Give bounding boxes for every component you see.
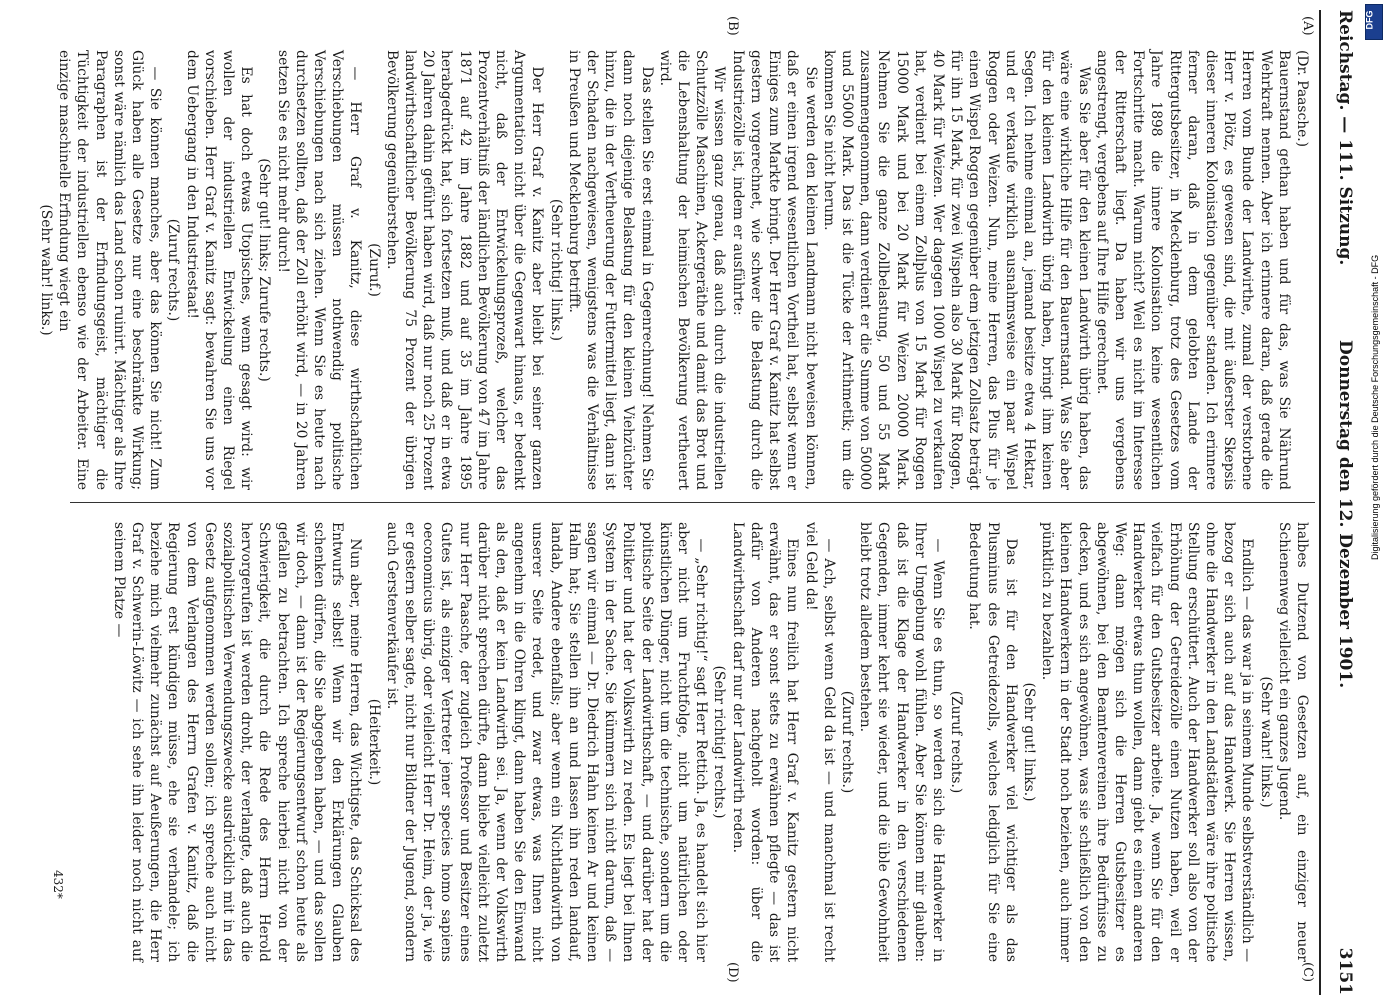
interjection: (Sehr richtig! rechts.): [711, 665, 728, 819]
interjection: (Sehr gut! links; Zurufe rechts.): [256, 158, 273, 382]
margin-mark-c: (C): [1300, 962, 1315, 983]
paragraph: Nun aber, meine Herren, das Wichtigste, das Schicksal des Entwurfs selbst! Wenn wir den Erklärungen Glauben schenken dürfen, die Sie abgegeben haben, — und das sollen wir doch, — dann ist der Regierungsentwurf schon heute als gefallen zu betrachten. Ich spreche hierbei nicht von der Schwierigkeit, die durch die Rede des Herrn Herold hervorgerufen ist werden droht, der verlangte, daß auch die sozialpolitischen Verwendungszwecke ausdrücklich mit in das Gesetz aufgenommen werden sollen; ich spreche auch nicht von dem Verlangen des Herrn Grafen v. Kanitz, daß die Regierung erst kündigen müsse, ehe sie verhandele; ich beziehe mich vielmehr zunächst auf Aeußerungen, die Herr Graf v. Schwerin-Löwitz — ich sehe ihn leider noch nicht auf seinem Platze —: [110, 522, 364, 962]
margin-mark-a: (A): [1300, 16, 1315, 36]
paragraph: Es hat doch etwas Utopisches, wenn gesagt wird: wir wollen der industriellen Entwickelung einen Riegel vorschieben. Herr Graf v. Kanitz sagt: bewahren Sie uns vor dem Uebergang in den Industriestaat!: [183, 50, 255, 490]
interjection: (Zuruf.): [365, 243, 382, 297]
paragraph: Sie werden den kleinen Landmann nicht beweisen können, daß er einen irgend wesentlichen Vortheil hat, selbst wenn er Einiges zum Markte bringt. Der Herr Graf v. Kanitz hat selbst gestern vorgerechnet, wie schwer die Belastung durch die Industriezölle ist, indem er ausführte:: [729, 50, 819, 490]
dfg-logo: [1365, 4, 1383, 40]
column-divider: [70, 502, 1315, 503]
speaker-prefix: (Dr. Paasche.): [1294, 50, 1310, 148]
paragraph: Das ist für den Handwerker viel wichtiger als das Plusminus des Getreidezolls, welches lediglich für Sie eine Bedeutung hat.: [966, 522, 1019, 962]
paragraph: Bauernstand gethan haben und für das, was Sie Nährund Wehrkraft nennen. Aber ich erinnere daran, daß gerade die Herren vom Bunde der Landwirthe, zumal der verstorbene Herr v. Plötz, es gewesen sind, die mit äußerster Skepsis dieser inneren Kolonisation gegenüber standen. Ich erinnere ferner daran, daß in dem gelobten Lande der Rittergutsbesitzer, in Mecklenburg, trotz des Gesetzes vom Jahre 1898 die innere Kolonisation keine wesentlichen Fortschritte macht. Warum nicht? Weil es nicht im Interesse der Ritterschaft liegt. Da haben wir uns vergebens angestrengt, vergebens auf Ihre Hilfe gerechnet.: [1093, 50, 1292, 490]
rotated-newspaper-page: [37, 10, 1355, 995]
interjection: (Heiterkeit.): [365, 698, 382, 786]
dfg-logo-text: DFG: [1364, 10, 1375, 30]
interjection: (Sehr richtig! links.): [547, 198, 564, 342]
left-column: [37, 50, 1311, 490]
interjection: (Zuruf rechts.): [948, 690, 965, 794]
paragraph: — Ach, selbst wenn Geld da ist — und manchmal ist recht viel Geld da!: [802, 522, 837, 962]
paragraph: Das stellen Sie erst einmal in Gegenrechnung! Nehmen Sie dann noch diejenige Belastung für den kleinen Viehzüchter hinzu, die in der Vertheuerung der Futtermittel liegt, dann ist der Schaden nachgewiesen, wenigstens was die Verhältnisse in Preußen und Mecklenburg betrifft.: [565, 50, 655, 490]
page-number: 3151: [1335, 947, 1355, 995]
paragraph: — Sie können manches, aber das können Sie nicht! Zum Glück haben alle Gesetze nur eine beschränkte Wirkung; sonst wäre nämlich das Land schon ruinirt. Mächtiger als Ihre Paragraphen ist der Erfindungsgeist, mächtiger die Tüchtigkeit der industriellen ebenso wie der Arbeiter. Eine einzige maschinelle Erfindung wiegt ein: [56, 50, 164, 490]
running-head-date: Donnerstag den 12. Dezember 1901.: [1335, 340, 1355, 689]
interjection: (Sehr wahr! links.): [1257, 676, 1274, 808]
signature-mark: 432*: [51, 870, 65, 899]
interjection: (Zuruf rechts.): [838, 690, 855, 794]
running-head-left: Reichstag. — 111. Sitzung.: [1335, 10, 1355, 266]
paragraph: Eines nun freilich hat Herr Graf v. Kanitz gestern nicht erwähnt, das er sonst stets zu erwähnen pflegte — das ist dafür von Anderen nachgeholt worden: über die Landwirthschaft darf nur der Landwirth reden.: [729, 522, 801, 962]
margin-mark-b: (B): [725, 16, 740, 36]
paragraph: — Herr Graf v. Kanitz, diese wirthschaftlichen Verschiebungen müssen nothwendig politische Verschiebungen nach sich ziehen. Wenn Sie es heute nach durchsetzen sollten, daß der Zoll erhöht wird, — in 20 Jahren setzen Sie es nicht mehr durch!: [274, 50, 364, 490]
paragraph: Endlich — das war ja in seinem Munde selbstverständlich — bezog er sich auch auf das Handwerk. Sie Herren wissen, ohne die Handwerker in den Landstädten wäre ihre politische Stellung erschüttert. Auch der Handwerker soll also von der Erhöhung der Getreidezölle einen Nutzen haben, weil er vielfach für den Gutsbesitzer arbeite. Ja, wenn Sie für den Handwerker etwas thun wollen, dann giebt es einen anderen Weg: dann mögen sich die Herren Gutsbesitzer es abgewöhnen, bei den Beamtenvereinen ihre Bedürfnisse zu decken, und es sich angewöhnen, was sie schließlich von den kleinen Handwerkern in der Stadt noch beziehen, auch immer pünktlich zu bezahlen.: [1039, 522, 1256, 962]
paragraph: — Wenn Sie es thun, so werden sich die Handwerker in Ihrer Umgebung wohl fühlen. Aber Sie können mir glauben: daß ist die Klage der Handwerker in den verschiedenen Gegenden, immer kehrt sie wieder, und die üble Gewohnheit bleibt trotz alledem bestehen.: [857, 522, 946, 962]
right-column: [110, 522, 1311, 962]
interjection: (Zuruf rechts.): [165, 218, 182, 322]
header-rule: [1319, 10, 1321, 995]
paragraph: — „Sehr richtig!“ sagt Herr Rettich. Ja, es handelt sich hier aber nicht um Fruchtfolge, nicht um natürlichen oder künstlichen Dünger, nicht um die technische, sondern um die politische Seite der Landwirthschaft, — und darüber hat der Politiker und hat der Volkswirth zu reden. Es liegt bei Ihnen System in der Sache. Sie kümmern sich nicht darum, daß — sagen wir einmal — Dr. Diedrich Hahn keinen Ar und keinen Halm hat; Sie stellen ihn an und lassen ihn reden landauf, landab, Andere ebenfalls; aber wenn ein Nichtlandwirth von unserer Seite redet, und zwar etwas, was Ihnen nicht angenehm in die Ohren klingt, dann haben Sie den Einwand als den, daß er kein Landwirth sei. Ja, wenn der Volkswirth darüber nicht sprechen dürfte, dann bliebe vielleicht zuletzt nur Herr Paasche, der zugleich Professor und Besitzer eines Gutes ist, als einziger Vertreter jener species homo sapiens oeconomicus übrig, oder vielleicht Herr Dr. Heim, der ja, wie er gestern selber sagte, nicht nur Bildner der Jugend, sondern auch Gerstenverkäufer ist.: [383, 522, 710, 962]
interjection: (Sehr wahr! links.): [37, 204, 54, 336]
paragraph: halbes Dutzend von Gesetzen auf, ein einziger neuer Schienenweg vielleicht ein ganzes Jugend.: [1275, 522, 1310, 962]
interjection: (Sehr gut! links.): [1020, 682, 1037, 802]
margin-mark-d: (D): [725, 962, 740, 983]
paragraph: Was Sie aber für den kleinen Landwirth übrig haben, das wäre eine wirkliche Hilfe für den Bauernstand. Was Sie aber für den kleinen Landwirth übrig haben, bringt ihm keinen Segen. Ich nehme einmal an, jemand besitze etwa 4 Hektar, und er verkaufe wirklich ausnahmsweise ein paar Wispel Roggen oder Weizen. Nun, meine Herren, das Plus für je einen Wispel Roggen gegenüber dem jetzigen Zollsatz beträgt für ihn 15 Mark, für zwei Wispeln also 30 Mark für Roggen, 40 Mark für Weizen. Wer dagegen 1000 Wispel zu verkaufen hat, verdient bei einem Zollplus von 15 Mark für Roggen 15000 Mark und bei 20 Mark für Weizen 20000 Mark. Nehmen Sie die ganze Zollbelastung, 50 und 55 Mark zusammengenommen, dann verdient er die Summe von 50000 und 55000 Mark. Das ist die Tücke der Arithmetik; um die kommen Sie nicht herum.: [820, 50, 1092, 490]
paragraph: Der Herr Graf v. Kanitz aber bleibt bei seiner ganzen Argumentation nicht über die Gegenwart hinaus, er bedenkt nicht, daß der Entwickelungsprozeß, welcher das Prozentverhältniß der ländlichen Bevölkerung von 47 im Jahre 1871 auf 42 im Jahre 1882 und auf 35 im Jahre 1895 herabgedrückt hat, sich fortsetzen muß, und daß er in etwa 20 Jahren dahin geführt haben wird, daß nur noch 25 Prozent landwirthschaftlicher Bevölkerung 75 Prozent der übrigen Bevölkerung gegenüberstehen.: [383, 50, 546, 490]
quotation: Wir wissen ganz genau, daß auch durch die industriellen Schutzzölle Maschinen, Ackergeräthe und damit das Brot und die Lebenshaltung der heimischen Bevölkerung vertheuert wird.: [656, 50, 728, 490]
digitization-credit: Digitalisierung gefördert durch die Deutsche Forschungsgemeinschaft - DFG: [1370, 254, 1380, 560]
